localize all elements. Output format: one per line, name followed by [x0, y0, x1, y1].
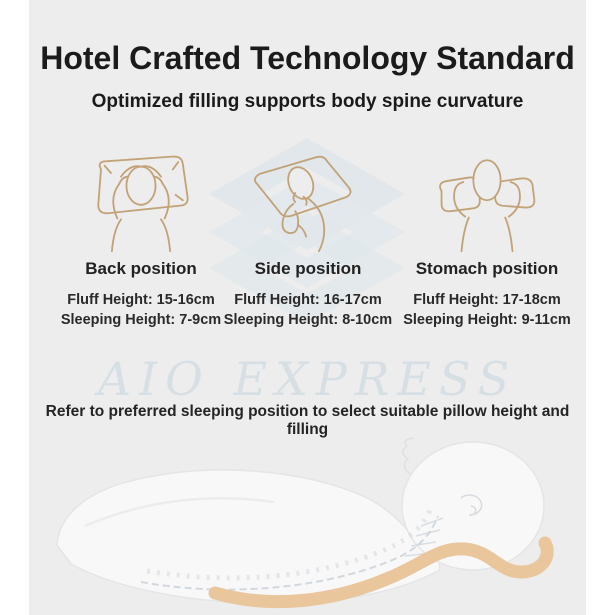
stomach-position-heights	[382, 290, 586, 330]
infographic-panel	[29, 0, 586, 615]
fluff-height-value: Fluff Height: 16-17cm	[234, 292, 382, 308]
side-sleeper-icon	[233, 153, 383, 253]
back-position-label: Back position	[85, 259, 197, 278]
advisory-text: Refer to preferred sleeping position to select suitable pillow height and filling	[45, 403, 570, 438]
back-sleeper-icon	[66, 153, 216, 253]
spine-support-illustration	[29, 430, 586, 615]
stomach-position-column	[387, 153, 586, 279]
stomach-position-label: Stomach position	[415, 259, 559, 278]
page-title: Hotel Crafted Technology Standard	[40, 40, 575, 76]
fluff-height-value: Fluff Height: 17-18cm	[413, 292, 561, 308]
page-subtitle: Optimized filling supports body spine curvature	[91, 91, 524, 112]
fluff-height-value: Fluff Height: 15-16cm	[67, 292, 215, 308]
side-position-label: Side position	[254, 259, 362, 278]
sleeping-height-value: Sleeping Height: 9-11cm	[403, 312, 571, 328]
side-position-column	[208, 153, 408, 279]
watermark-text: AIO EXPRESS	[97, 352, 518, 406]
sleeping-height-value: Sleeping Height: 8-10cm	[223, 312, 393, 328]
stomach-sleeper-icon	[412, 153, 562, 253]
sleeping-height-value: Sleeping Height: 7-9cm	[60, 312, 222, 328]
